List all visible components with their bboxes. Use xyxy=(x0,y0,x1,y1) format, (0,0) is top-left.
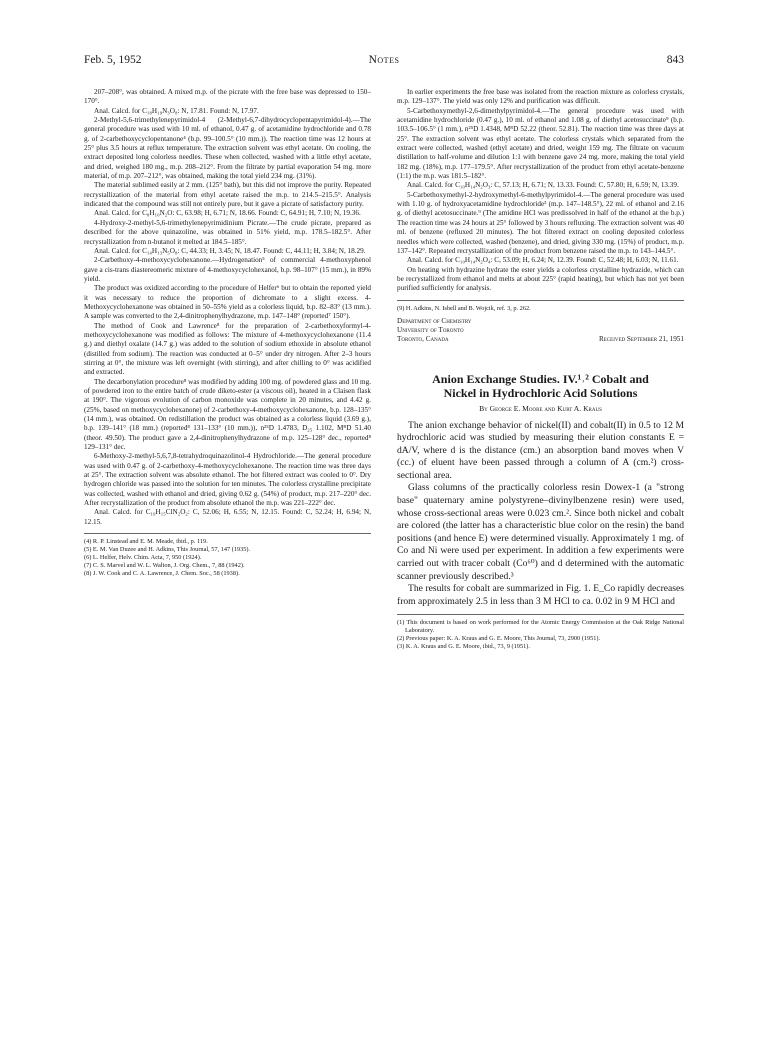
right-column-body xyxy=(397,88,684,294)
footnote: (1) This document is based on work performed for the Atomic Energy Commission at the Oak Ridge National Laboratory. xyxy=(397,619,684,635)
footnote: (3) K. A. Kraus and G. E. Moore, ibid., 73, 9 (1951). xyxy=(397,643,530,651)
paragraph: The material sublimed easily at 2 mm. (125° bath), but this did not improve the purity. Repeated recrystallization of the material from ethyl acetate raised the m.p. to 214.5–215.5°. Analysis indicated that the compound was still not entirely pure, but it gave a picrate of satisfactory purity. xyxy=(84,181,371,209)
received-date: Received September 21, 1951 xyxy=(598,334,684,343)
footnote: (8) J. W. Cook and C. A. Lawrence, J. Chem. Soc., 58 (1938). xyxy=(84,570,240,578)
paragraph: The product was oxidized according to the procedure of Helfer⁶ but to obtain the reported yield it was necessary to reduce the proportion of dichromate to a slight excess. 4-Methoxycyclohexanone was obtained in 50–55% yield as a colorless liquid, b.p. 82–83° (13 mm.). A sample was converted to the 2,4-dinitrophenylhydrazone, m.p. 147–148° (reported⁷ 150°). xyxy=(84,284,371,321)
article-title xyxy=(397,372,684,400)
paragraph: 2-Carbethoxy-4-methoxycyclohexanone.—Hydrogenation⁵ of commercial 4-methoxyphenol gave a cis-trans diastereomeric mixture of 4-methoxycyclohexanol, b.p. 98–107° (15 mm.), in 89% yield. xyxy=(84,256,371,283)
footnote: (6) L. Helfer, Helv. Chim. Acta, 7, 950 (1924). xyxy=(84,554,202,562)
analysis-line: Anal. Calcd. for C₁₀H₁₅ClN₂O₂: C, 52.06; H, 6.55; N, 12.15. Found: C, 52.24; H, 6.94; N, 12.15. xyxy=(84,508,371,526)
paragraph: On heating with hydrazine hydrate the ester yields a colorless crystalline hydrazide, which can be recrystallized from ethanol and melts at about 225° (rapid heating), but which has not yet been purified sufficiently for analysis. xyxy=(397,265,684,293)
footnote: (5) E. M. Van Duzee and H. Adkins, This Journal, 57, 147 (1935). xyxy=(84,546,251,554)
department-line: Department of Chemistry xyxy=(397,316,472,325)
location-received-row xyxy=(397,335,684,344)
footnote: (2) Previous paper: K. A. Kraus and G. E. Moore, This Journal, 73, 2900 (1951). xyxy=(397,635,601,643)
page-number: 843 xyxy=(666,54,684,66)
left-footnotes xyxy=(84,533,371,578)
article-body xyxy=(397,420,684,609)
paragraph: In earlier experiments the free base was isolated from the reaction mixture as colorless crystals, m.p. 129–137°. The yield was only 12% and purification was difficult. xyxy=(397,88,684,106)
paragraph: 6-Methoxy-2-methyl-5,6,7,8-tetrahydroquinazolinol-4 Hydrochloride.—The general procedure was used with 0.47 g. of 2-carbethoxy-4-methoxycyclohexanone. The reaction time was three days at 25°. The extraction solvent was absolute ethanol. The hot filtered extract was cooled to 0°. Dry hydrogen chloride was passed into the solution for ten minutes. The colorless crystalline precipitate was collected, washed with ethanol and dried, giving 0.62 g. (54%) of product, m.p. 217–220° dec. After recrystallization of the product from absolute ethanol the m.p. was 221–222° dec. xyxy=(84,452,371,508)
article-paragraph: Glass columns of the practically colorless resin Dowex-1 (a "strong base" quaternary amine polystyrene–divinylbenzene resin) were used, whose cross-sectional areas were 0.023 cm.². Since both nickel and cobalt are colored (the latter has a characteristic blue color on the resin) the band positions (and hence E) were determined visually. Approximately 1 mg. of Co and Ni were used per experiment. In addition a few experiments were carried out with tracer cobalt (Co⁶⁰) and d determined with the automatic scanner previously described.³ xyxy=(397,482,684,582)
paragraph: 5-Carbethoxymethyl-2,6-dimethylpyrimidol-4.—The general procedure was used with acetamidine hydrochloride (0.47 g.), 10 ml. of ethanol and 1.08 g. of diethyl acetosuccinate⁹ (b.p. 103.5–106.5° (1 mm.), n²⁵D 1.4348, MᴿD 52.22 (theor. 52.81). The reaction time was three days at 25°. The extraction solvent was ethyl acetate. The colorless crystals which separated from the extract were collected, washed (ethyl acetate) and dried, weight 159 mg. The filtrate on vacuum distillation to half-volume and dilution 1:1 with benzene gave 24 mg. more, making the total yield 182 mg. (18%), m.p. 177–179.5°. After recrystallization of the product from ethyl acetate-benzene (1:1) the m.p. was 181.5–182°. xyxy=(397,106,684,181)
article-paragraph: The results for cobalt are summarized in Fig. 1. E_Co rapidly decreases from approximately 2.5 in less than 3 M HCl to ca. 0.02 in 9 M HCl and xyxy=(397,583,684,607)
article-byline: By George E. Moore and Kurt A. Kraus xyxy=(479,404,602,414)
paragraph: The method of Cook and Lawrence⁸ for the preparation of 2-carbethoxyformyl-4-methoxycyclohexanone was modified as follows: The mixture of 4-methoxycyclohexanone (11.4 g.) and diethyl oxalate (14.7 g.) was added to the solution of sodium ethoxide in absolute ethanol (distilled from sodium). The reaction was conducted at 0–5° under dry nitrogen. After 2–3 hours stirring at 0°, the mixture was left overnight (with stirring), and after chilling to 0° was acidified and extracted. xyxy=(84,321,371,377)
analysis-line: Anal. Calcd. for C₁₀H₁₄N₂O₄: C, 53.09; H, 6.24; N, 12.39. Found: C, 52.48; H, 6.03; N, 11.61. xyxy=(407,256,679,265)
analysis-line: Anal. Calcd. for C₁₈H₁₉N₃O₈: N, 17.81. Found: N, 17.97. xyxy=(94,106,259,115)
footnote: (4) R. P. Linstead and E. M. Meade, ibid., p. 119. xyxy=(84,538,208,546)
right-footnotes xyxy=(397,300,684,313)
page-header xyxy=(84,54,684,70)
right-column xyxy=(397,88,684,651)
left-column-body xyxy=(84,88,371,527)
university-line: University of Toronto xyxy=(397,325,464,334)
paragraph: The decarbonylation procedure⁸ was modified by adding 100 mg. of powdered glass and 10 mg. of powdered iron to the entire batch of crude diketo-ester (a viscous oil), heated in a Claisen flask at 190°. The vigorous evolution of carbon monoxide was complete in 20 minutes, and 4.42 g. (25%, based on methoxycyclohexanone) of 2-carbethoxy-4-methoxycyclohexanone, b.p. 128–135° (14 mm.), was obtained. On redistillation the product was obtained as a colorless liquid (3.69 g.), b.p. 139–141° (18 mm.) (reported⁸ 131–133° (10 mm.)), n²⁵D 1.4783, D₂₅ 1.102, MᴿD 51.40 (theor. 49.50). The product gave a 2,4-dinitrophenylhydrazone of m.p. 125–128° dec., reported⁸ 129–131° dec. xyxy=(84,377,371,452)
paragraph: 4-Hydroxy-2-methyl-5,6-trimethylenepyrimidinium Picrate.—The crude picrate, prepared as described for the above quinazoline, was obtained in 51% yield, m.p. 178.5–182.5°. After recrystallization from n-butanol it melted at 184.5–185°. xyxy=(84,218,371,246)
paragraph: 207–208°, was obtained. A mixed m.p. of the picrate with the free base was depressed to 150–170°. xyxy=(84,88,371,106)
affiliation-block xyxy=(397,317,684,345)
section-title: Notes xyxy=(368,54,400,66)
footnote: (7) C. S. Marvel and W. L. Walton, J. Org. Chem., 7, 88 (1942). xyxy=(84,562,245,570)
analysis-line: Anal. Calcd. for C₁₀H₁₄N₂O₃: C, 57.13; H, 6.71; N, 13.33. Found: C, 57.80; H, 6.59; N, 13.39. xyxy=(407,181,679,190)
left-column xyxy=(84,88,371,578)
article-title-line-1: Anion Exchange Studies. IV.¹˒² Cobalt and xyxy=(432,372,649,387)
paragraph: 2-Methyl-5,6-trimethylenepyrimidol-4 (2-Methyl-6,7-dihydrocyclopentapyrimidol-4).—The general procedure was used with 10 ml. of ethanol, 0.47 g. of acetamidine hydrochloride and 0.78 g. of 2-carbethoxycyclopentanone⁴ (b.p. 99–100.5° (10 mm.)). The reaction time was 12 hours at 25° plus 3.5 hours at reflux temperature. The extraction solvent was ethyl acetate. On cooling, the extract deposited long colorless needles. These when collected, washed with a little ethyl acetate, and dried, weighed 180 mg., m.p. 208–212°. From the filtrate by partial evaporation 54 mg. more material, of m.p. 207–212°, was obtained, making the total yield 234 mg. (31%). xyxy=(84,116,371,181)
article-title-line-2: Nickel in Hydrochloric Acid Solutions xyxy=(443,386,638,401)
article-footnotes xyxy=(397,614,684,651)
paragraph: 5-Carbethoxymethyl-2-hydroxymethyl-6-methylpyrimidol-4.—The general procedure was used with 1.10 g. of hydroxyacetamidine hydrochloride³ (m.p. 147–148.5°), 22 ml. of ethanol and 2.16 g. of diethyl acetosuccinate.⁹ (The amidine HCl was predissolved in half of the ethanol at the b.p.) The reaction time was 24 hours at 25° followed by 3 hours refluxing. The extraction solvent was 40 ml. of benzene (refluxed 20 minutes). The hot filtered extract on cooling deposited colorless needles which were collected, washed (benzene), and dried, giving 330 mg. (15%) of product, m.p. 137–142°. Repeated recrystallization of the product from benzene raised the m.p. to 143–144.5°. xyxy=(397,190,684,255)
analysis-line: Anal. Calcd. for C₁₄H₁₃N₅O₈: C, 44.33; H, 3.45; N, 18.47. Found: C, 44.11; H, 3.84; N, 18.29. xyxy=(94,246,366,255)
article-paragraph: The anion exchange behavior of nickel(II) and cobalt(II) in 0.5 to 12 M hydrochloric acid was studied by measuring their elution constants E = dA/V, where d is the distance (cm.) an absorption band moves when V (cc.) of eluent have been passed through a column of A (cm.²) cross-sectional area. xyxy=(397,419,684,481)
journal-date: Feb. 5, 1952 xyxy=(84,54,142,66)
footnote: (9) H. Adkins, N. Isbell and B. Wojcik, ref. 3, p. 262. xyxy=(397,304,531,312)
city-line: Toronto, Canada xyxy=(397,334,449,343)
analysis-line: Anal. Calcd. for C₈H₁₀N₂O: C, 63.98; H, 6.71; N, 18.66. Found: C, 64.91; H, 7.10; N, 19.36. xyxy=(94,209,361,218)
